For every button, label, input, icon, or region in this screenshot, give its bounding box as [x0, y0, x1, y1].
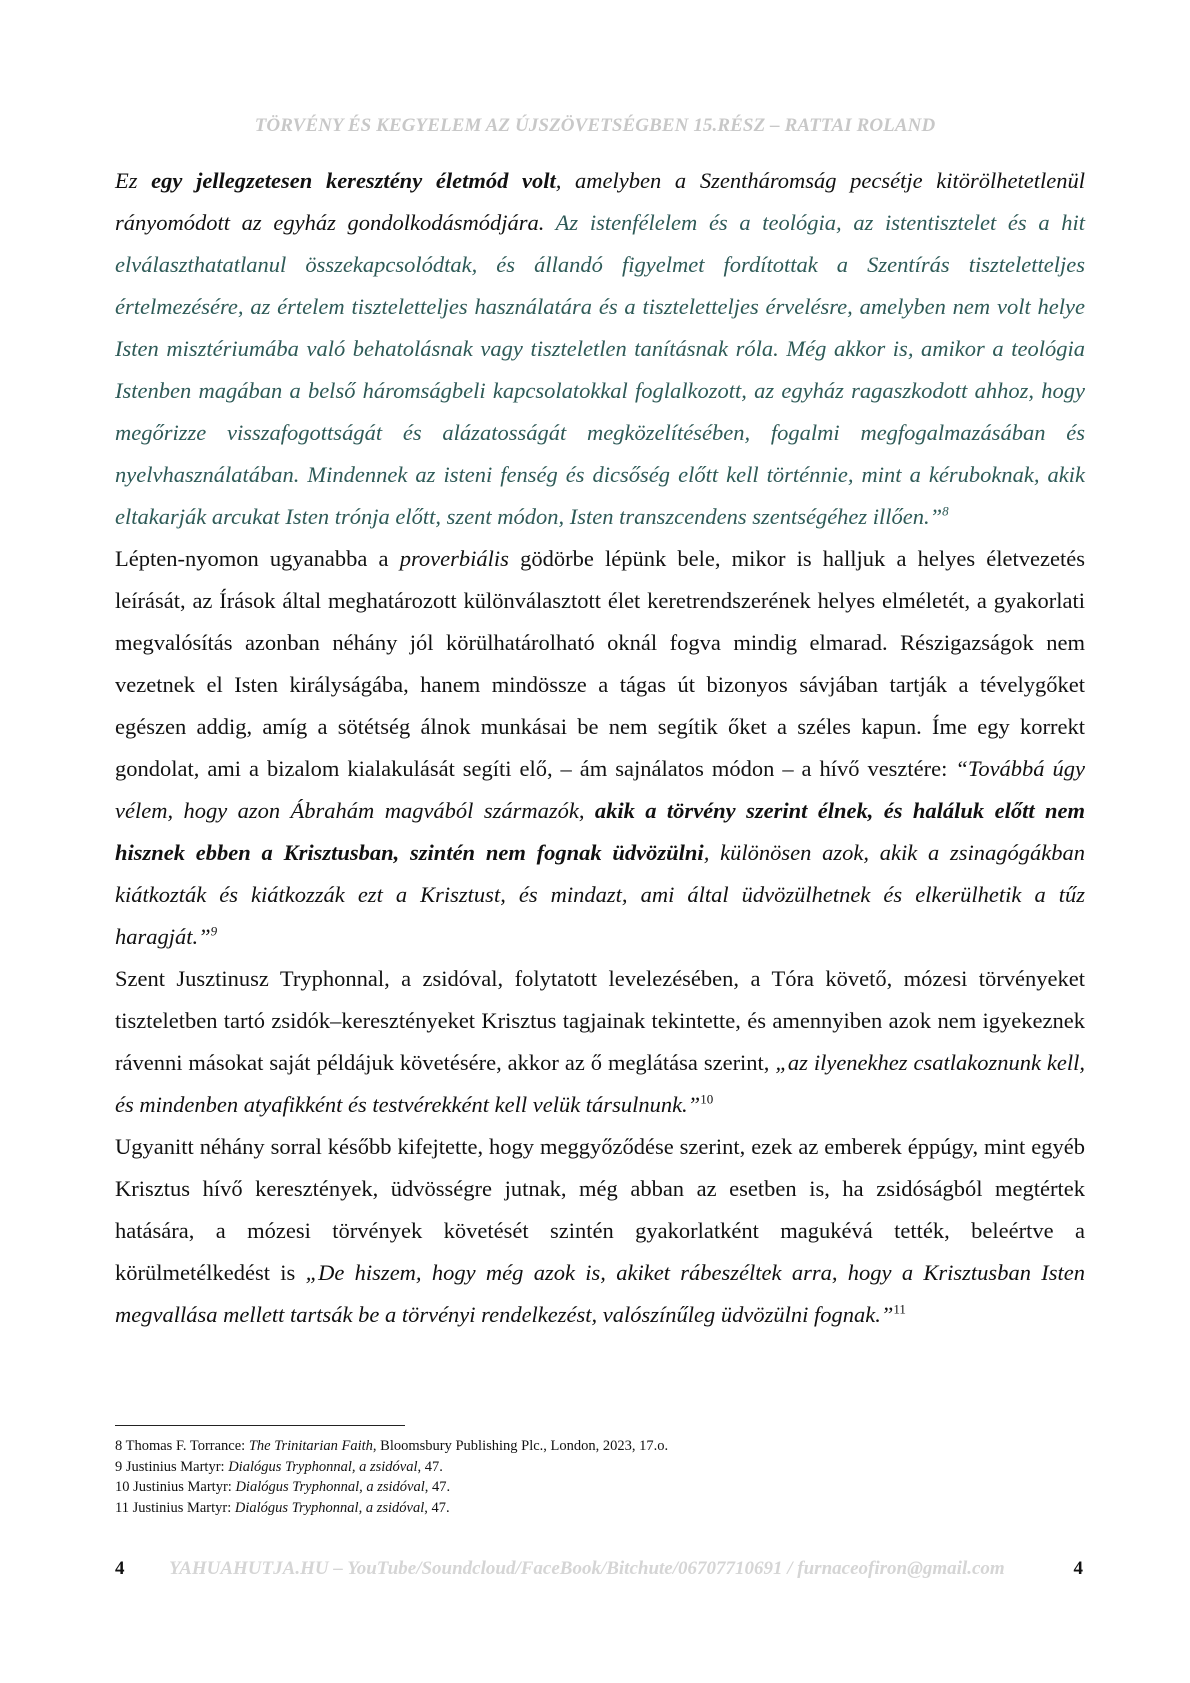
running-header: TÖRVÉNY ÉS KEGYELEM AZ ÚJSZÖVETSÉGBEN 15.RÉSZ – RATTAI ROLAND [254, 115, 936, 136]
footnote-title: Dialógus Tryphonnal, a zsidóval [234, 1499, 425, 1516]
footnote-author: 11 Justinius Martyr: [115, 1499, 235, 1516]
quote-text: „De hiszem, hogy még azok is, akiket rábeszéltek arra, hogy a Krisztusban Isten megvallása mellett tartsák be a törvényi rendelkezést, valószínűleg üdvözülni fognak.” [115, 1260, 1085, 1327]
footnote-9 [115, 1457, 1085, 1478]
footer-contact: YAHUAHUTJA.HU – YouTube/Soundcloud/FaceBook/Bitchute/06707710691 / furnaceofiron@gmail.com [169, 1558, 1005, 1579]
page-number-left: 4 [115, 1558, 125, 1579]
footnote-title: Dialógus Tryphonnal, a zsidóval [235, 1479, 425, 1495]
footnote-separator [115, 1425, 405, 1426]
paragraph-1 [115, 160, 1085, 538]
paragraph-4 [115, 1126, 1085, 1336]
footnote-details: , 47. [417, 1458, 443, 1475]
footnote-8 [115, 1436, 1085, 1457]
bold-phrase: egy jellegzetesen keresztény életmód volt [151, 168, 556, 193]
footnote-ref-8[interactable]: 8 [942, 503, 949, 519]
quote-text: , amelyben a Szentháromság pecsétje kitörölhetetlenül rányomódott az egyház gondolkodásmódjára. [115, 168, 1085, 235]
paragraph-3 [115, 958, 1085, 1126]
page-number-right: 4 [1073, 1558, 1083, 1579]
quote-text: “Továbbá úgy vélem, hogy azon Ábrahám magvából származók, [115, 756, 1085, 823]
footnote-details: , Bloomsbury Publishing Plc., London, 2023, 17.o. [372, 1438, 669, 1454]
paragraph-text: gödörbe lépünk bele, mikor is halljuk a helyes életvezetés leírását, az Írások által meghatározott különválasztott élet keretrendszerének helyes elméletét, a gyakorlati megvalósítás azonban néhány jól körülhatárolható oknál fogva mindig elmarad. Részigazságok nem vezetnek el Isten királyságába, hanem mindössze a tágas út bizonyos sávjában tartják a tévelygőket egészen addig, amíg a sötétség álnok munkásai be nem segítik őket a széles kapun. Íme egy korrekt gondolat, ami a bizalom kialakulását segíti elő, – ám sajnálatos módon – a hívő vesztére: [115, 546, 1085, 781]
footnote-11 [115, 1498, 1085, 1519]
quote-text: , különösen azok, akik a zsinagógákban kiátkozták és kiátkozzák ezt a Krisztust, és mindazt, ami által üdvözülhetnek és elkerülhetik a tűz haragját.” [115, 840, 1085, 949]
footnote-author: 8 Thomas F. Torrance: [115, 1438, 249, 1454]
quote-start: Ez [115, 168, 152, 193]
bold-quote: akik a törvény szerint élnek, és haláluk előtt nem hisznek ebben a Krisztusban, szintén nem fognak üdvözülni [115, 798, 1085, 865]
paragraph-text: Szent Jusztinusz Tryphonnal, a zsidóval, folytatott levelezésében, a Tóra követő, mózesi törvényeket tiszteletben tartó zsidók–keresztényeket Krisztus tagjainak tekintette, és amennyiben azok nem igyekeznek rávenni másokat saját példájuk követésére, akkor az ő meglátása szerint, [115, 966, 1085, 1075]
paragraph-2 [115, 538, 1085, 958]
footnote-title: Dialógus Tryphonnal, a zsidóval [228, 1458, 418, 1475]
footnote-details: , 47. [424, 1499, 450, 1516]
italic-word: proverbiális [399, 546, 509, 571]
footnotes [115, 1436, 1085, 1518]
paragraph-text: Lépten-nyomon ugyanabba a [115, 546, 400, 571]
footnote-ref-10[interactable]: 10 [700, 1091, 714, 1107]
footnote-details: , 47. [424, 1479, 451, 1495]
footnote-title: The Trinitarian Faith [248, 1438, 373, 1454]
paragraph-text: Ugyanitt néhány sorral később kifejtette, hogy meggyőződése szerint, ezek az emberek éppúgy, mint egyéb Krisztus hívő keresztények, üdvösségre jutnak, még abban az esetben is, ha zsidóságból megtértek hatására, a mózesi törvények követését szintén gyakorlatként magukévá tették, beleértve a körülmetélkedést is [115, 1134, 1085, 1285]
body-text [115, 160, 1085, 1336]
footnote-ref-11[interactable]: 11 [893, 1301, 906, 1317]
footnote-ref-9[interactable]: 9 [210, 923, 218, 939]
quote-text: „az ilyenekhez csatlakoznunk kell, és mindenben atyafikként és testvérekként kell velük társulnunk.” [115, 1050, 1085, 1117]
quote-teal-text: Az istenfélelem és a teológia, az istentisztelet és a hit elválaszthatatlanul összekapcsolódtak, és állandó figyelmet fordítottak a Szentírás tiszteletteljes értelmezésére, az értelem tiszteletteljes használatára és a tiszteletteljes érvelésre, amelyben nem volt helye Isten misztériumába való behatolásnak vagy tiszteletlen tanításnak róla. Még akkor is, amikor a teológia Istenben magában a belső háromságbeli kapcsolatokkal foglalkozott, az egyház ragaszkodott ahhoz, hogy megőrizze visszafogottságát és alázatosságát megközelítésében, fogalmi megfogalmazásában és nyelvhasználatában. Mindennek az isteni fenség és dicsőség előtt kell történnie, mint a kéruboknak, akik eltakarják arcukat Isten trónja előtt, szent módon, Isten transzcendens szentségéhez illően.” [115, 210, 1085, 529]
footnote-10 [115, 1477, 1085, 1498]
footnote-author: 9 Justinius Martyr: [115, 1458, 229, 1475]
page-footer [115, 1557, 1083, 1581]
footnote-author: 10 Justinius Martyr: [115, 1479, 236, 1495]
